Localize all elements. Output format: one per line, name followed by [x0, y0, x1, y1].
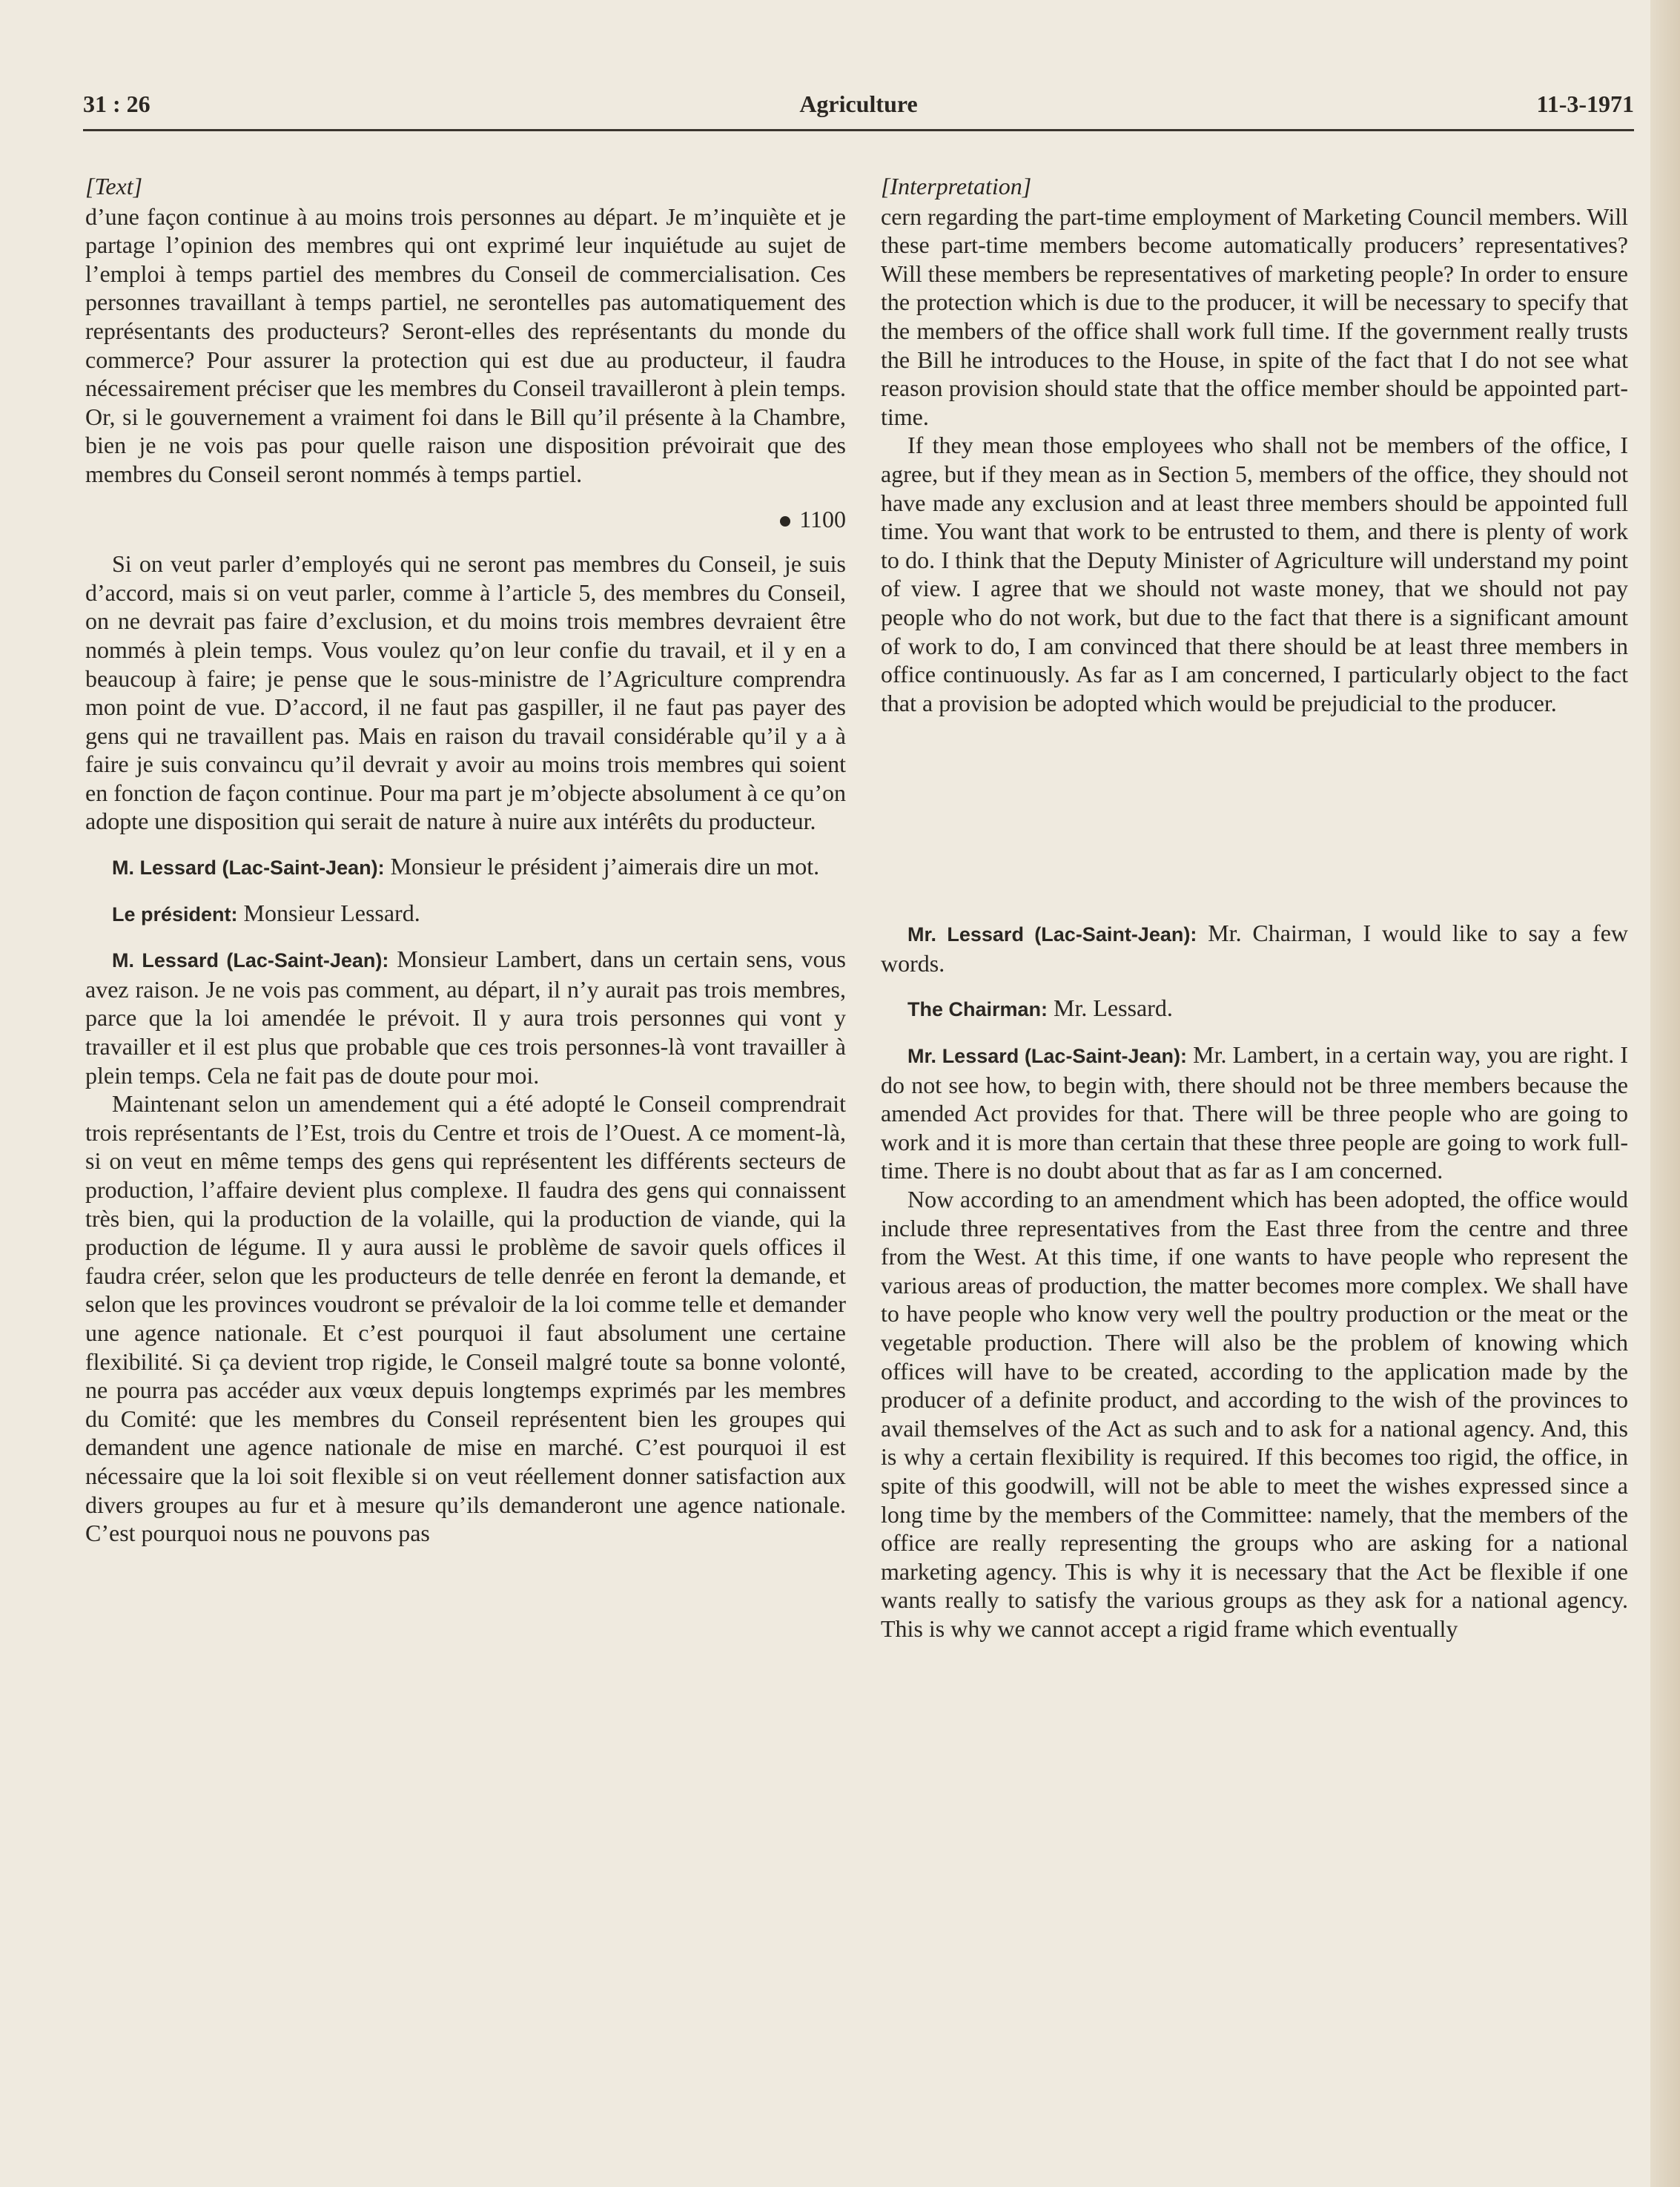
speaker-name: M. Lessard (Lac-Saint-Jean): [112, 949, 389, 972]
speech-text: Monsieur le président j’aimerais dire un mot. [390, 853, 820, 880]
paragraph: Maintenant selon un amendement qui a été adopté le Conseil comprendrait trois représentants de l’Est, trois du Centre et trois de l’Ouest. A ce moment-là, si on veut en même temps des gens qui représentent les différents secteurs de production, l’affaire devient plus complexe. Il faudra des gens qui connaissent très bien, qui la production de la volaille, qui la production de viande, qui la production de légume. Il y aura aussi le problème de savoir quels offices il faudra créer, selon que les producteurs de telle denrée en feront la demande, et selon que les provinces voudront se prévaloir de la loi comme telle et demander une agence nationale. Et c’est pourquoi il faut absolument une certaine flexibilité. Si ça devient trop rigide, le Conseil malgré toute sa bonne volonté, ne pourra pas accéder aux vœux depuis longtemps exprimés par les membres du Comité: que les membres du Conseil représentent bien les groupes qui demandent une agence nationale de mise en marché. C’est pourquoi il est nécessaire que la loi soit flexible si on veut réellement donner satisfaction aux divers groupes au fur et à mesure qu’ils demanderont une agence nationale. C’est pourquoi nous ne pouvons pas [85, 1090, 846, 1547]
speech-text: Monsieur Lambert, dans un certain sens, vous avez raison. Je ne vois pas comment, au départ, il n’y aurait pas trois membres, parce que la loi amendée le prévoit. Il y aura trois personnes qui vont y travailler et il est plus que probable que ces trois personnes-là vont travailler à plein temps. Cela ne fait pas de doute pour moi. [85, 946, 847, 1089]
french-column [85, 172, 846, 1548]
speech [881, 994, 1628, 1024]
speech [85, 945, 846, 1089]
speaker-name: Mr. Lessard (Lac-Saint-Jean): [907, 923, 1197, 946]
page-edge [1650, 0, 1680, 2187]
time-marker [85, 505, 846, 534]
paragraph: cern regarding the part-time employment of Marketing Council members. Will these part-time members become automatically producers’ representatives? Will these members be representatives of marketing people? In order to ensure the protection which is due to the producer, it will be necessary to specify that the members of the office shall work full time. If the government really trusts the Bill he introduces to the House, in spite of the fact that I do not see what reason provision should state that the office member should be appointed part-time. [881, 202, 1628, 430]
page-number: 31 : 26 [83, 90, 151, 117]
paragraph: Si on veut parler d’employés qui ne seront pas membres du Conseil, je suis d’accord, mais si on veut parler, comme à l’article 5, des membres du Conseil, on ne devrait pas faire d’exclusion, et du moins trois membres devraient être nommés à plein temps. Vous voulez qu’on leur confie du travail, et il y en a beaucoup à faire; je pense que le sous-ministre de l’Agriculture comprendra mon point de vue. D’accord, il ne faut pas gaspiller, il ne faut pas payer des gens qui ne travaillent pas. Mais en raison du travail considérable qu’il y a à faire je suis convaincu qu’il devrait y avoir au moins trois membres qui soient en fonction de façon continue. Pour ma part je m’objecte absolument à ce qu’on adopte une disposition qui serait de nature à nuire aux intérêts du producteur. [85, 550, 846, 835]
interpretation-tag: [Interpretation] [881, 173, 1032, 199]
paragraph: If they mean those employees who shall not be members of the office, I agree, but if they mean as in Section 5, members of the office, they should not have made any exclusion and at least three members should be appointed full time. You want that work to be entrusted to them, and there is plenty of work to do. I think that the Deputy Minister of Agriculture will understand my point of view. I agree that we should not waste money, that we should not pay people who do not work, but due to the fact that there is a significant amount of work to do, I am convinced that there should be at least three members in office continuously. As far as I am concerned, I particularly object to the fact that a provision be adopted which would be prejudicial to the producer. [881, 432, 1628, 716]
speech [881, 1040, 1628, 1185]
speech [881, 919, 1628, 977]
column-spacer [881, 717, 1628, 903]
speech-text: Mr. Lessard. [1054, 994, 1173, 1022]
english-column [881, 172, 1628, 1643]
paragraph: d’une façon continue à au moins trois personnes au départ. Je m’inquiète et je partage l’opinion des membres qui ont exprimé leur inquiétude au sujet de l’emploi à temps partiel des membres du Conseil de commercialisation. Ces personnes travaillant à temps partiel, ne serontelles pas automatiquement des représentants des producteurs? Seront-elles des représentants du monde du commerce? Pour assurer la protection qui est due au producteur, il faudra nécessairement préciser que les membres du Conseil travailleront à plein temps. Or, si le gouvernement a vraiment foi dans le Bill qu’il présente à la Chambre, bien je ne vois pas pour quelle raison une disposition prévoirait que des membres du Conseil seront nommés à temps partiel. [85, 202, 846, 487]
speaker-name: The Chairman: [907, 998, 1048, 1021]
page-date: 11-3-1971 [1536, 90, 1634, 117]
speech [85, 899, 846, 929]
speech-text: Monsieur Lessard. [243, 899, 420, 926]
text-tag: [Text] [85, 173, 143, 199]
page-header [83, 88, 1634, 131]
speaker-name: M. Lessard (Lac-Saint-Jean): [112, 857, 385, 880]
bullet-icon [780, 516, 790, 527]
speaker-name: Mr. Lessard (Lac-Saint-Jean): [907, 1045, 1187, 1068]
time-marker-label: 1100 [799, 505, 846, 532]
paragraph: Now according to an amendment which has been adopted, the office would include three representatives from the East three from the centre and three from the West. At this time, if one wants to have people who represent the various areas of production, the matter becomes more complex. We shall have to have people who know very well the poultry production or the meat or the vegetable production. There will also be the problem of knowing which offices will have to be created, according to the application made by the producer of a definite product, and according to the wish of the provinces to avail themselves of the Act as such and to ask for a national agency. And, this is why a certain flexibility is required. If this becomes too rigid, the office, in spite of this goodwill, will not be able to meet the wishes expressed since a long time by the members of the Committee: namely, that the members of the office are really representing the groups who are asking for a national marketing agency. This is why it is necessary that the Act be flexible if one wants really to satisfy the various groups as they ask for a national agency. This is why we cannot accept a rigid frame which eventually [881, 1186, 1628, 1642]
speech-text: Mr. Chairman, I would like to say a few words. [881, 920, 1629, 977]
speech [85, 852, 846, 883]
speaker-name: Le président: [112, 903, 238, 926]
speech-text: Mr. Lambert, in a certain way, you are right. I do not see how, to begin with, there should not be three members because the amended Act provides for that. There will be three people who are going to work and it is more than certain that these three people are going to work full-time. There is no doubt about that as far as I am concerned. [881, 1041, 1629, 1184]
page-title: Agriculture [799, 90, 918, 117]
